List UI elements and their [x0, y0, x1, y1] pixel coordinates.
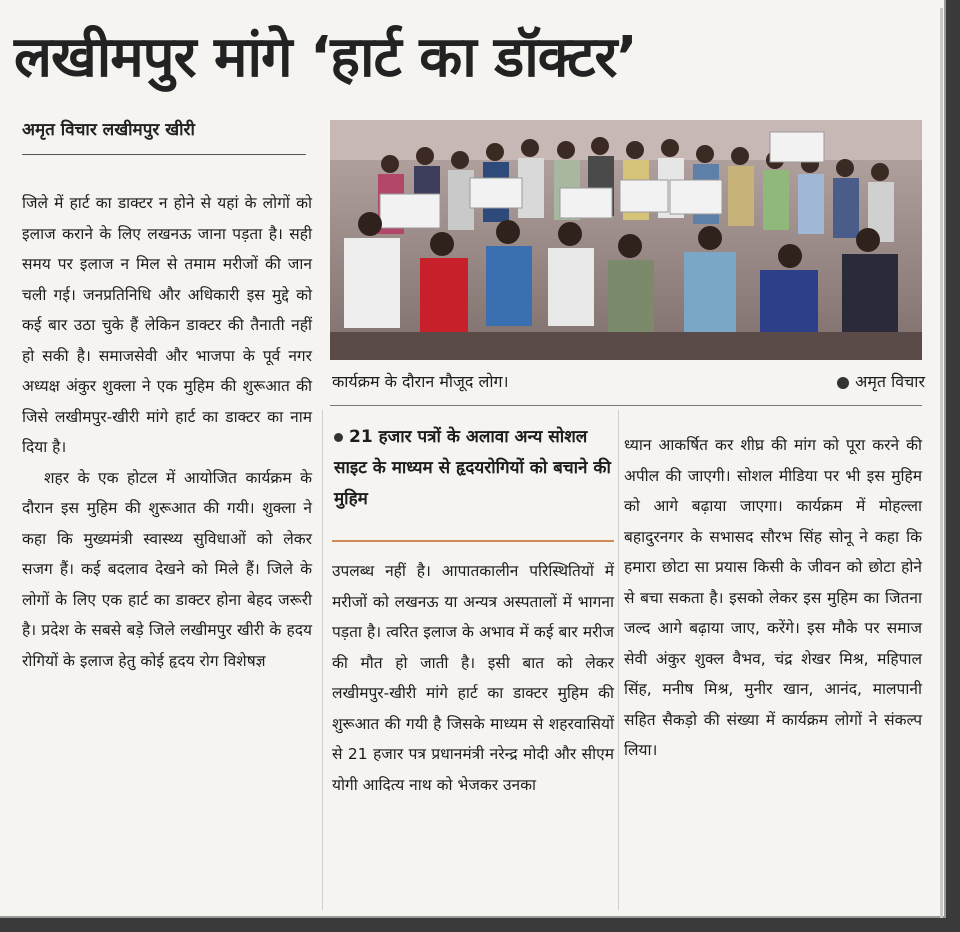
paragraph: जिले में हार्ट का डाक्टर न होने से यहां के लोगों को इलाज कराने के लिए लखनऊ जाना पड़ता है। सही समय पर इलाज न मिल से तमाम मरीजों की जान चली गई। जनप्रतिनिधि और अधिकारी इस मुद्दे को कई बार उठा चुके हैं लेकिन डाक्टर की तैनाती नहीं हो सकी है। समाजसेवी और भाजपा के पूर्व नगर अध्यक्ष अंकुर शुक्ला ने एक मुहिम की शुरूआत की जिसे लखीमपुर-खीरी मांगे हार्ट का डाक्टर का नाम दिया है। [22, 194, 312, 456]
bullet-icon [837, 377, 849, 389]
paragraph: शहर के एक होटल में आयोजित कार्यक्रम के दौरान इस मुहिम की शुरूआत की गयी। शुक्ला ने कहा कि मुख्यमंत्री स्वास्थ्य सुविधाओं को लेकर सजग हैं। कई बदलाव देखने को मिले हैं। जिले के लोगों के लिए एक हार्ट का डाक्टर होना बेहद जरूरी है। प्रदेश के सबसे बड़े जिले लखीमपुर खीरी के हदय रोगियों के इलाज हेतु कोई हृदय रोग विशेषज्ञ [22, 468, 312, 670]
pull-quote-divider [332, 540, 614, 542]
paragraph: ध्यान आकर्षित कर शीघ्र की मांग को पूरा करने की अपील की जाएगी। सोशल मीडिया पर भी इस मुहिम को आगे बढ़ाया जाएगा। कार्यक्रम में मोहल्ला बहादुरनगर के सभासद सौरभ सिंह सोनू ने कहा कि हमारा छोटा सा प्रयास किसी के जीवन को छोटा होने से बचा सकता है। इसको लेकर इस मुहिम का जितना जल्द आगे बढ़ाया जाए, करेंगे। इस मौके पर समाज सेवी अंकुर शुक्ल वैभव, चंद्र शेखर मिश्र, महिपाल सिंह, मनीष मिश्र, मुनीर खान, आनंद, मालपानी सहित सैकड़ो की संख्या में कार्यक्रम लोगों ने संकल्प लिया। [624, 436, 922, 759]
headline: लखीमपुर मांगे ‘हार्ट का डॉक्टर’ [14, 25, 637, 90]
article-column-3 [624, 430, 922, 766]
pull-quote-text: 21 हजार पत्रों के अलावा अन्य सोशल साइट के माध्यम से हृदयरोगियों को बचाने की मुहिम [334, 427, 611, 509]
paragraph: उपलब्ध नहीं है। आपातकालीन परिस्थितियों में मरीजों को लखनऊ या अन्यत्र अस्पतालों में भागना पड़ता है। त्वरित इलाज के अभाव में कई बार मरीज की मौत हो जाती है। इसी बात को लेकर लखीमपुर-खीरी मांगे हार्ट का डाक्टर मुहिम की शुरूआत की गयी है जिसके माध्यम से शहरवासियों से 21 हजार पत्र प्रधानमंत्री नरेन्द्र मोदी और सीएम योगी आदित्य नाथ को भेजकर उनका [332, 562, 614, 794]
byline-divider [22, 154, 306, 155]
article-column-2 [332, 556, 614, 800]
photo-credit [785, 368, 925, 396]
caption-divider [330, 405, 922, 406]
column-divider [618, 410, 619, 910]
pull-quote [334, 422, 614, 515]
event-photo [330, 120, 922, 360]
photo-credit-text: अमृत विचार [855, 372, 925, 391]
bullet-icon [334, 433, 343, 442]
photo-caption: कार्यक्रम के दौरान मौजूद लोग। [332, 372, 509, 391]
crowd-photo-illustration [330, 120, 922, 360]
page-edge [940, 8, 943, 918]
article-column-1 [22, 188, 312, 676]
column-divider [322, 410, 323, 910]
byline: अमृत विचार लखीमपुर खीरी [22, 120, 195, 140]
